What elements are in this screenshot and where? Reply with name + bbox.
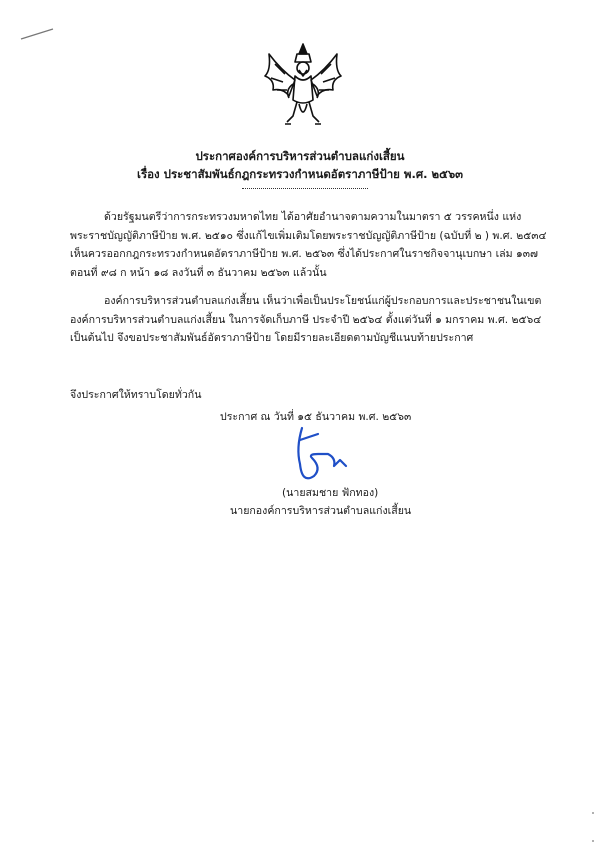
paragraph-line: เห็นควรออกกฎกระทรวงกำหนดอัตราภาษีป้าย พ.ศ. ๒๕๖๓ ซึ่งได้ประกาศในราชกิจจานุเบกษา เล่ม ๑๓๗ bbox=[70, 248, 538, 260]
closing-statement: จึงประกาศให้ทราบโดยทั่วกัน bbox=[70, 389, 202, 401]
paragraph-line: ด้วยรัฐมนตรีว่าการกระทรวงมหาดไทย ได้อาศัยอำนาจตามความในมาตรา ๕ วรรคหนึ่ง แห่ง bbox=[104, 211, 522, 223]
signer-name: (นายสมชาย ฟักทอง) bbox=[282, 487, 379, 499]
paragraph-line: เป็นต้นไป จึงขอประชาสัมพันธ์อัตราภาษีป้าย โดยมีรายละเอียดตามบัญชีแนบท้ายประกาศ bbox=[70, 332, 474, 344]
scan-speck bbox=[592, 840, 594, 842]
paragraph-line: ตอนที่ ๙๘ ก หน้า ๑๘ ลงวันที่ ๓ ธันวาคม ๒๕๖๓ แล้วนั้น bbox=[70, 266, 327, 279]
paragraph-line: องค์การบริหารส่วนตำบลแก่งเสี้ยน เห็นว่าเพื่อเป็นประโยชน์แก่ผู้ประกอบการและประชาชนในเขต bbox=[104, 295, 542, 307]
scan-speck bbox=[592, 812, 594, 814]
announcement-date: ประกาศ ณ วันที่ ๑๕ ธันวาคม พ.ศ. ๒๕๖๓ bbox=[220, 411, 412, 423]
garuda-emblem-icon bbox=[255, 40, 351, 136]
paragraph-line: พระราชบัญญัติภาษีป้าย พ.ศ. ๒๕๑๐ ซึ่งแก้ไขเพิ่มเติมโดยพระราชบัญญัติภาษีป้าย (ฉบับที่ ๒ ) พ.ศ. ๒๕๓๔ bbox=[70, 229, 547, 242]
paragraph-line: องค์การบริหารส่วนตำบลแก่งเสี้ยน ในการจัดเก็บภาษี ประจำปี ๒๕๖๔ ตั้งแต่วันที่ ๑ มกราคม พ.ศ. ๒๕๖๔ bbox=[70, 313, 542, 326]
paragraph-2 bbox=[70, 292, 540, 348]
announcement-title: ประกาศองค์การบริหารส่วนตำบลแก่งเสี้ยน bbox=[195, 149, 405, 163]
signer-title: นายกองค์การบริหารส่วนตำบลแก่งเสี้ยน bbox=[230, 505, 412, 517]
announcement-subject: เรื่อง ประชาสัมพันธ์กฎกระทรวงกำหนดอัตราภาษีป้าย พ.ศ. ๒๕๖๓ bbox=[137, 167, 463, 181]
paragraph-1 bbox=[70, 208, 547, 282]
title-divider bbox=[242, 188, 368, 189]
pen-stroke-mark bbox=[20, 28, 54, 40]
handwritten-signature bbox=[288, 424, 366, 490]
